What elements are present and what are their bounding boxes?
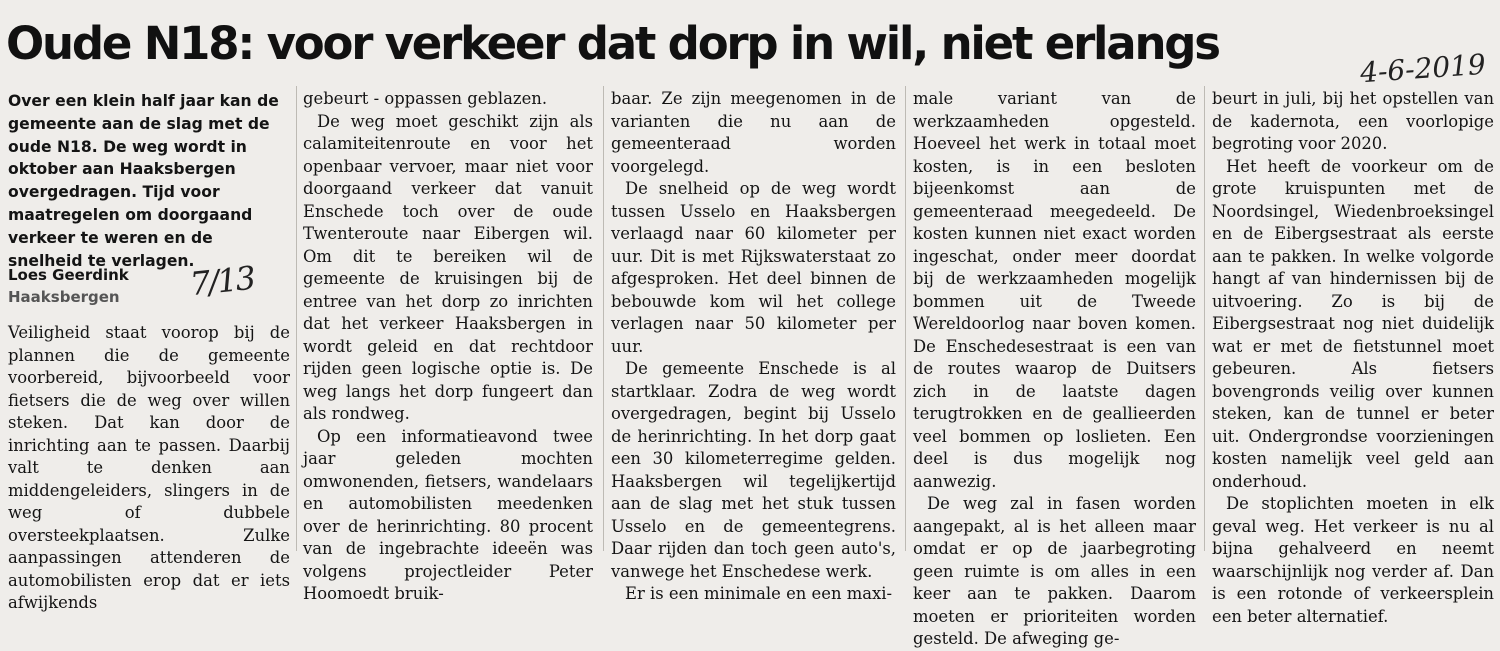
paragraph: De stoplichten moeten in elk geval weg. Het verkeer is nu al bijna gehalveerd en neemt waarschijnlijk nog verder af. Dan is een rotonde of verkeersplein een beter alternatief. (1212, 494, 1494, 626)
author-name: Loes Geerdink (8, 266, 129, 284)
column-rule (296, 86, 297, 551)
paragraph: Op een informatieavond twee jaar geleden mochten omwonenden, fietsers, wandelaars en automobilisten meedenken over de herinrichting. 80 procent van de ingebrachte ideeën was volgens projectleider Peter Hoomoedt bruik- (303, 426, 593, 603)
article-column-4 (913, 88, 1196, 648)
paragraph: De snelheid op de weg wordt tussen Usselo en Haaksbergen verlaagd naar 60 kilometer per uur. Dit is met Rijkswaterstaat zo afgesproken. Het deel binnen de bebouwde kom wil het college verlagen naar 50 kilometer per uur. (611, 179, 896, 356)
handwritten-note: 7/13 (188, 258, 256, 304)
paragraph: gebeurt - oppassen geblazen. (303, 89, 548, 108)
article-column-5 (1212, 88, 1494, 626)
column-rule (1204, 86, 1205, 551)
handwritten-date: 4-6-2019 (1359, 47, 1487, 90)
column-rule (905, 86, 906, 551)
paragraph: male variant van de werkzaamheden opgesteld. Hoeveel het werk in totaal moet kosten, is in een besloten bijeenkomst aan de gemeenteraad meegedeeld. De kosten kunnen niet exact worden ingeschat, onder meer doordat bij de werkzaamheden mogelijk bommen uit de Tweede Wereldoorlog naar boven komen. De Enschedesestraat is een van de routes waarop de Duitsers zich in de laatste dagen terugtrokken en de geallieerden veel bommen op loslieten. Een deel is dus mogelijk nog aanwezig. (913, 89, 1196, 491)
paragraph: De weg moet geschikt zijn als calamiteitenroute en voor het openbaar vervoer, maar niet voor doorgaand verkeer dat vanuit Enschede toch over de oude Twenteroute naar Eibergen wil. Om dit te bereiken wil de gemeente de kruisingen bij de entree van het dorp zo inrichten dat het verkeer Haaksbergen in wordt geleid en dat rechtdoor rijden geen logische optie is. De weg langs het dorp fungeert dan als rondweg. (303, 111, 593, 423)
paragraph: baar. Ze zijn meegenomen in de varianten die nu aan de gemeenteraad worden voorgelegd. (611, 89, 896, 176)
paragraph: beurt in juli, bij het opstellen van de kadernota, een voorlopige begroting voor 2020. (1212, 89, 1494, 153)
dateline-location: Haaksbergen (8, 288, 120, 306)
column-rule (603, 86, 604, 551)
paragraph: Er is een minimale en een maxi- (625, 584, 893, 603)
headline: Oude N18: voor verkeer dat dorp in wil, niet erlangs (6, 17, 1219, 70)
paragraph: Het heeft de voorkeur om de grote kruispunten met de Noordsingel, Wiedenbroeksingel en de Eibergsestraat als eerste aan te pakken. In welke volgorde hangt af van hindernissen bij de uitvoering. Zo is bij de Eibergsestraat nog niet duidelijk wat er met de fietstunnel moet gebeuren. Als fietsers bovengronds veilig over kunnen steken, kan de tunnel er beter uit. Ondergrondse voorzieningen kosten namelijk veel geld aan onderhoud. (1212, 156, 1494, 491)
article-column-2 (303, 88, 593, 603)
article-column-3 (611, 88, 896, 603)
paragraph: De gemeente Enschede is al startklaar. Zodra de weg wordt overgedragen, begint bij Usselo de herinrichting. In het dorp gaat een 30 kilometerregime gelden. Haaksbergen wil tegelijkertijd aan de slag met het stuk tussen Usselo en de gemeentegrens. Daar rijden dan toch geen auto's, vanwege het Enschedese werk. (611, 359, 896, 581)
article-column-1 (8, 322, 290, 612)
intro-paragraph: Over een klein half jaar kan de gemeente aan de slag met de oude N18. De weg wordt in oktober aan Haaksbergen overgedragen. Tijd voor maatregelen om doorgaand verkeer te weren en de snelheid te verlagen. (8, 92, 279, 270)
paragraph: Veiligheid staat voorop bij de plannen die de gemeente voorbereid, bijvoorbeeld voor fietsers die de weg over willen steken. Dat kan door de inrichting aan te passen. Daarbij valt te denken aan middengeleiders, slingers in de weg of dubbele oversteekplaatsen. Zulke aanpassingen attenderen de automobilisten erop dat er iets afwijkends (8, 323, 290, 612)
paragraph: De weg zal in fasen worden aangepakt, al is het alleen maar omdat er op de jaarbegroting geen ruimte is om alles in een keer aan te pakken. Daarom moeten er prioriteiten worden gesteld. De afweging ge- (913, 494, 1196, 648)
